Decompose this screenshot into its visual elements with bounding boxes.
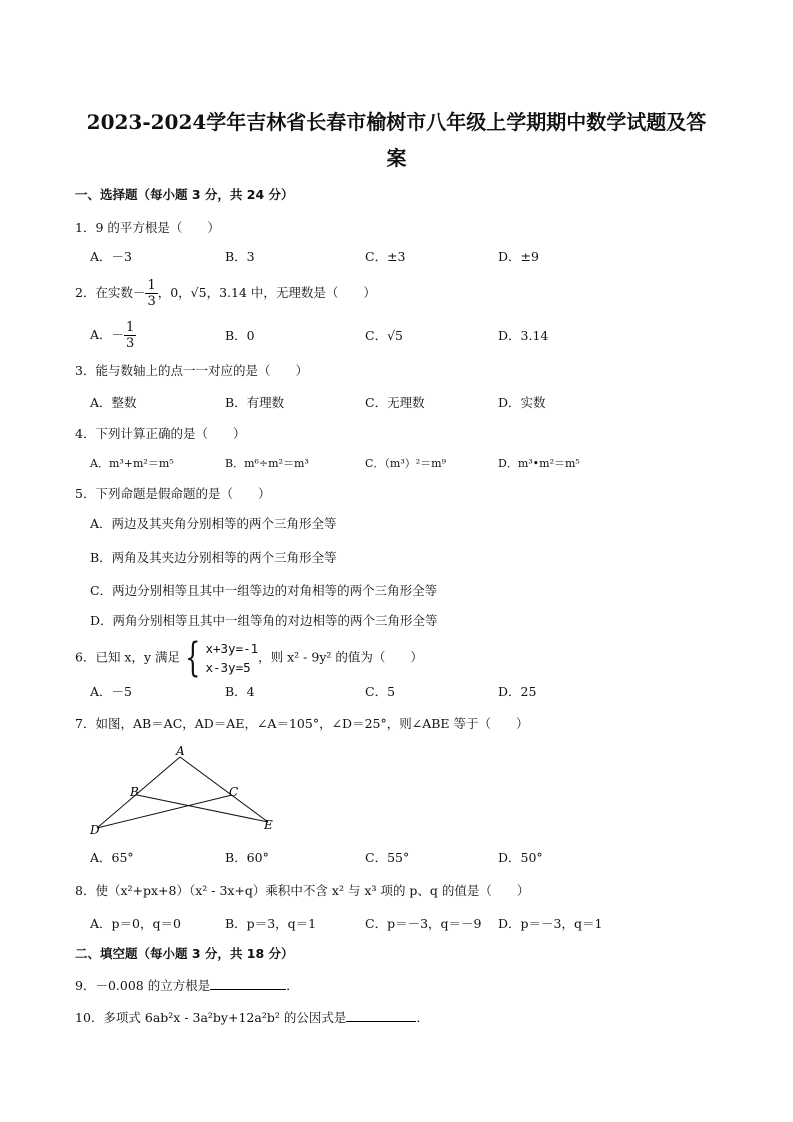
q8-option-a: A．p＝0，q＝0 [90, 916, 181, 931]
q10-end: ． [416, 1010, 429, 1025]
q6-option-a: A．－5 [90, 684, 132, 699]
section-heading-fill: 二、填空题（每小题 3 分，共 18 分） [75, 946, 294, 961]
q5-option-d: D．两角分别相等且其中一组等角的对边相等的两个三角形全等 [90, 613, 438, 628]
label-b: B [130, 785, 139, 799]
q7-option-c: C．55° [365, 850, 410, 865]
q1-option-d: D．±9 [498, 249, 539, 264]
q9-stem: 9．－0.008 的立方根是 [75, 978, 211, 993]
q2-stem-a: 2．在实数－ [75, 285, 146, 300]
q3-option-c: C．无理数 [365, 395, 425, 410]
fraction [145, 278, 157, 309]
q6-option-b: B．4 [225, 684, 255, 699]
denominator: 3 [126, 336, 135, 351]
q7-option-b: B．60° [225, 850, 269, 865]
question-7: 7．如图，AB＝AC，AD＝AE，∠A＝105°，∠D＝25°，则∠ABE 等于（ ） [75, 716, 529, 731]
q4-option-b: B．m⁶÷m²＝m³ [225, 457, 309, 470]
q4-option-d: D．m³•m²＝m⁵ [498, 457, 580, 470]
label-e: E [264, 818, 273, 832]
q1-option-a: A．－3 [90, 249, 132, 264]
question-4: 4．下列计算正确的是（ ） [75, 426, 246, 441]
numerator: 1 [147, 278, 156, 293]
answer-blank[interactable] [346, 1009, 416, 1022]
q10-stem: 10．多项式 6ab²x - 3a²by+12a²b² 的公因式是 [75, 1010, 347, 1025]
q4-option-a: A．m³+m²＝m⁵ [90, 457, 174, 470]
equation-1: x+3y=-1 [205, 641, 259, 656]
question-1: 1．9 的平方根是（ ） [75, 220, 220, 235]
q5-option-b: B．两角及其夹边分别相等的两个三角形全等 [90, 550, 337, 565]
q2-option-c: C．√5 [365, 328, 403, 343]
q5-option-a: A．两边及其夹角分别相等的两个三角形全等 [90, 516, 337, 531]
question-6 [75, 635, 423, 681]
triangle-figure [80, 745, 290, 840]
q8-option-c: C．p＝－3，q＝－9 [365, 916, 482, 931]
fraction [124, 320, 136, 351]
q2-stem-b: ，0，√5，3.14 中，无理数是（ ） [157, 285, 376, 300]
brace-icon: { [185, 635, 201, 681]
question-2 [75, 278, 376, 309]
page-title: 2023-2024学年吉林省长春市榆树市八年级上学期期中数学试题及答 [86, 110, 707, 134]
q3-option-a: A．整数 [90, 395, 137, 410]
q6-option-d: D．25 [498, 684, 537, 699]
q6-option-c: C．5 [365, 684, 396, 699]
segment-ae [180, 757, 268, 822]
q2-option-d: D．3.14 [498, 328, 549, 343]
question-10 [75, 1009, 429, 1026]
equation-2: x-3y=5 [205, 660, 251, 675]
label-d: D [90, 823, 100, 837]
q1-option-c: C．±3 [365, 249, 406, 264]
q3-option-d: D．实数 [498, 395, 546, 410]
denominator: 3 [147, 294, 156, 309]
page-title-continued: 案 [386, 146, 407, 170]
q1-option-b: B．3 [225, 249, 255, 264]
q2-option-a [90, 320, 136, 351]
numerator: 1 [126, 320, 135, 335]
q6-stem-a: 6．已知 x，y 满足 [75, 649, 181, 665]
q5-option-c: C．两边分别相等且其中一组等边的对角相等的两个三角形全等 [90, 583, 438, 598]
q6-stem-b: ，则 x² - 9y² 的值为（ ） [258, 649, 423, 665]
q3-option-b: B．有理数 [225, 395, 285, 410]
label-a: A [176, 745, 185, 758]
q7-option-a: A．65° [90, 850, 134, 865]
question-8: 8．使（x²+px+8）（x² - 3x+q）乘积中不含 x² 与 x³ 项的 p、q 的值是（ ） [75, 883, 530, 898]
segment-cd [97, 795, 232, 828]
option-label: A．－ [90, 327, 125, 342]
q2-option-b: B．0 [225, 328, 255, 343]
question-3: 3．能与数轴上的点一一对应的是（ ） [75, 363, 308, 378]
q7-option-d: D．50° [498, 850, 543, 865]
label-c: C [229, 785, 239, 799]
equation-system [180, 635, 259, 681]
q8-option-b: B．p＝3，q＝1 [225, 916, 317, 931]
q4-option-c: C．（m³）²＝m⁹ [365, 457, 447, 470]
question-5: 5．下列命题是假命题的是（ ） [75, 486, 271, 501]
section-heading-choice: 一、选择题（每小题 3 分，共 24 分） [75, 187, 294, 202]
segment-be [137, 795, 268, 822]
answer-blank[interactable] [210, 977, 286, 990]
q9-end: ． [286, 978, 299, 993]
question-9 [75, 977, 299, 994]
q8-option-d: D．p＝－3，q＝1 [498, 916, 603, 931]
